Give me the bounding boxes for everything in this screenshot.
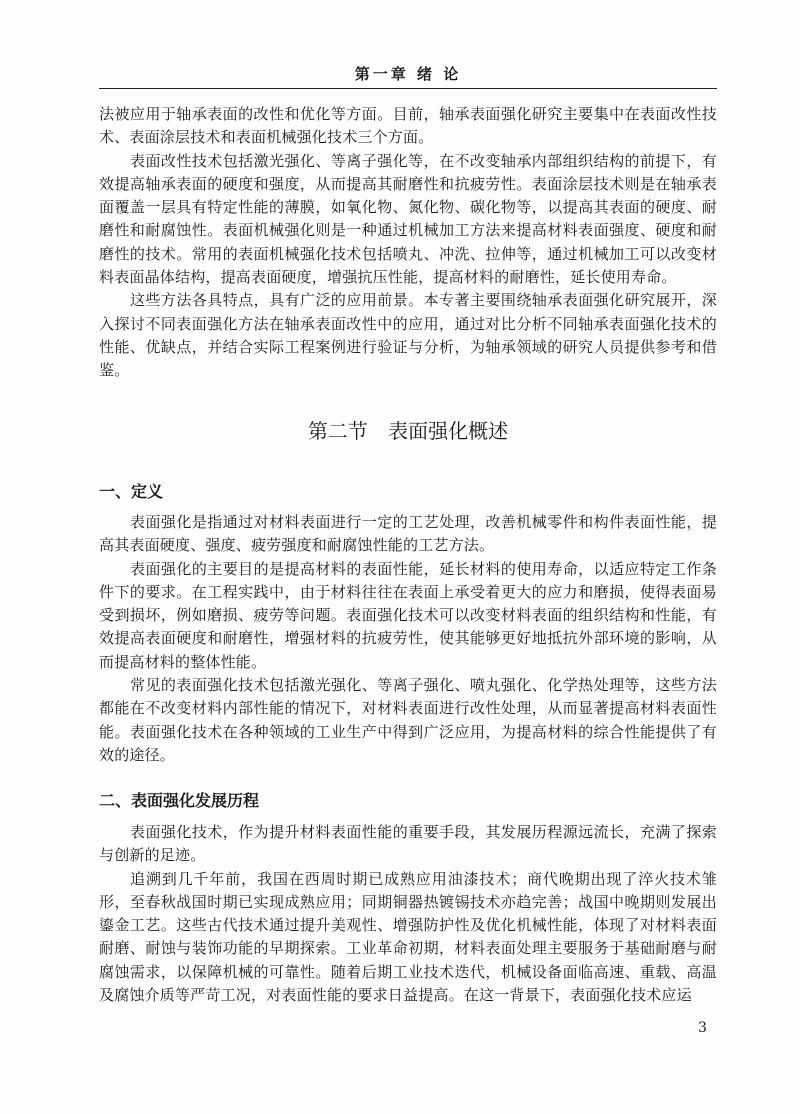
page-number: 3 <box>698 1020 707 1036</box>
definition-paragraph: 表面强化是指通过对材料表面进行一定的工艺处理，改善机械零件和构件表面性能，提高其表面硬度、强度、疲劳强度和耐腐蚀性能的工艺方法。 <box>99 513 717 555</box>
intro-block <box>99 103 717 383</box>
history-block <box>99 821 717 1007</box>
intro-paragraph: 法被应用于轴承表面的改性和优化等方面。目前，轴承表面强化研究主要集中在表面改性技术、表面涂层技术和表面机械强化技术三个方面。 <box>99 105 717 147</box>
definition-paragraph: 表面强化的主要目的是提高材料的表面性能，延长材料的使用寿命，以适应特定工作条件下的要求。在工程实践中，由于材料往往在表面上承受着更大的应力和磨损，使得表面易受到损坏，例如磨损、疲劳等问题。表面强化技术可以改变材料表面的组织结构和性能，有效提高表面硬度和耐磨性，增强材料的抗疲劳性，使其能够更好地抵抗外部环境的影响，从而提高材料的整体性能。 <box>99 559 717 671</box>
definition-paragraph: 常见的表面强化技术包括激光强化、等离子强化、喷丸强化、化学热处理等，这些方法都能在不改变材料内部性能的情况下，对材料表面进行改性处理，从而显著提高材料表面性能。表面强化技术在各种领域的工业生产中得到广泛应用，为提高材料的综合性能提供了有效的途径。 <box>99 676 717 764</box>
running-header: 第一章 绪 论 <box>99 60 717 89</box>
subsection-heading-definition: 一、定义 <box>99 482 164 501</box>
section-title: 第二节 表面强化概述 <box>307 419 509 443</box>
history-paragraph: 表面强化技术，作为提升材料表面性能的重要手段，其发展历程源远流长，充满了探索与创新的足迹。 <box>99 823 717 865</box>
intro-paragraph: 这些方法各具特点，具有广泛的应用前景。本专著主要围绕轴承表面强化研究展开，深入探讨不同表面强化方法在轴承表面改性中的应用，通过对比分析不同轴承表面强化技术的性能、优缺点，并结合实际工程案例进行验证与分析，为轴承领域的研究人员提供参考和借鉴。 <box>99 291 717 380</box>
intro-paragraph: 表面改性技术包括激光强化、等离子强化等，在不改变轴承内部组织结构的前提下，有效提高轴承表面的硬度和强度，从而提高其耐磨性和抗疲劳性。表面涂层技术则是在轴承表面覆盖一层具有特定性能的薄膜，如氧化物、氮化物、碳化物等，以提高其表面的硬度、耐磨性和耐腐蚀性。表面机械强化则是一种通过机械加工方法来提高材料表面强度、硬度和耐磨性的技术。常用的表面机械强化技术包括喷丸、冲洗、拉伸等，通过机械加工可以改变材料表面晶体结构，提高表面硬度，增强抗压性能，提高材料的耐磨性，延长使用寿命。 <box>99 151 717 287</box>
history-paragraph: 追溯到几千年前，我国在西周时期已成熟应用油漆技术；商代晚期出现了淬火技术雏形，至春秋战国时期已实现成熟应用；同期铜器热镀锡技术亦趋完善；战国中晚期则发展出鎏金工艺。这些古代技术通过提升美观性、增强防护性及优化机械性能，体现了对材料表面耐磨、耐蚀与装饰功能的早期探索。工业革命初期，材料表面处理主要服务于基础耐磨与耐腐蚀需求，以保障机械的可靠性。随着后期工业技术迭代，机械设备面临高速、重载、高温及腐蚀介质等严苛工况，对表面性能的要求日益提高。在这一背景下，表面强化技术应运 <box>99 869 717 1005</box>
definition-block <box>99 511 717 767</box>
subsection-heading-history: 二、表面强化发展历程 <box>99 791 260 810</box>
